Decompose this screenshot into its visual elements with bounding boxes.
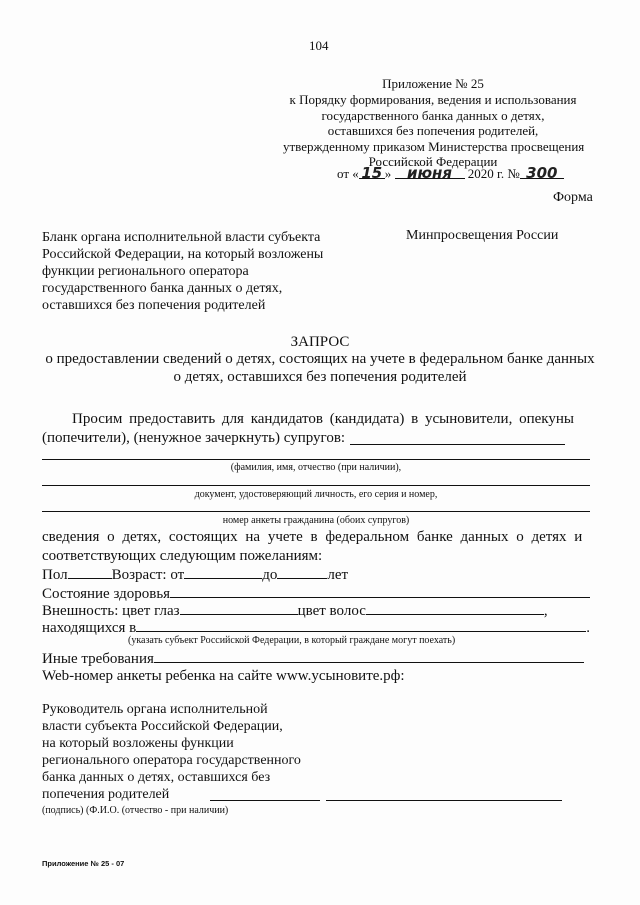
eye-color-field: [180, 602, 298, 615]
hint-anketa: номер анкеты гражданина (обоих супругов): [222, 515, 410, 526]
page-number: 104: [309, 38, 329, 53]
age-from-field: [184, 566, 262, 579]
comma: ,: [543, 603, 548, 619]
document-subheading: о детях, оставшихся без попечения родителей: [173, 369, 467, 385]
date-month: июня: [395, 166, 465, 179]
date-year: 2020 г. №: [467, 166, 520, 181]
appendix-date: [337, 166, 564, 181]
anketa-blank: [42, 511, 590, 512]
other-field: [154, 650, 584, 663]
sex-age-row: [42, 566, 348, 584]
appendix-line: Российской Федерации: [368, 154, 498, 169]
signature-line: попечения родителей: [42, 787, 170, 802]
other-label: Иные требования: [42, 651, 154, 667]
health-label: Состояние здоровья: [42, 586, 171, 602]
other-row: [42, 650, 584, 668]
date-mid: »: [384, 166, 392, 181]
appearance-row: [42, 602, 548, 620]
document-blank: [42, 485, 590, 486]
signature-line: банка данных о детях, оставшихся без: [42, 770, 271, 785]
signature-line: власти субъекта Российской Федерации,: [42, 719, 283, 734]
fio-blank: [42, 459, 590, 460]
appendix-line: утвержденному приказом Министерства просвещения: [283, 139, 585, 154]
date-number: 300: [520, 166, 564, 179]
age-years-label: лет: [327, 567, 349, 583]
date-day: 15: [359, 166, 385, 179]
issuer-line: Российской Федерации, на который возложены: [42, 247, 324, 262]
date-prefix: от «: [337, 166, 359, 181]
issuer-line: государственного банка данных о детях,: [42, 281, 283, 296]
issuer-line: функции регионального оператора: [42, 264, 249, 279]
signature-hint: (подпись) (Ф.И.О. (отчество - при наличии): [42, 805, 229, 816]
document-heading: ЗАПРОС: [290, 334, 350, 350]
hint-document: документ, удостоверяющий личность, его серия и номер,: [194, 489, 438, 500]
age-to-label: до: [262, 567, 278, 583]
signature-line: на который возложены функции: [42, 736, 234, 751]
hint-region: (указать субъект Российской Федерации, в который граждане могут поехать): [128, 635, 456, 646]
appendix-line: государственного банка данных о детях,: [321, 108, 545, 123]
spouses-blank: [350, 444, 565, 445]
request-text: Просим предоставить для кандидатов (кандидата) в усыновители, опекуны: [72, 411, 574, 427]
info-text: сведения о детях, состоящих на учете в федеральном банке данных о детях и: [42, 529, 583, 545]
hint-fio: (фамилия, имя, отчество (при наличии),: [230, 462, 402, 473]
web-number-line: Web-номер анкеты ребенка на сайте www.усыновите.рф:: [42, 668, 405, 684]
appendix-title: Приложение № 25: [382, 76, 484, 91]
request-text: (попечители), (ненужное зачеркнуть) супругов:: [42, 430, 346, 446]
document-subheading: о предоставлении сведений о детях, состоящих на учете в федеральном банке данных: [45, 351, 595, 367]
appendix-line: к Порядку формирования, ведения и использования: [289, 92, 577, 107]
signature-field: [210, 800, 320, 801]
appendix-line: оставшихся без попечения родителей,: [327, 123, 539, 138]
age-to-field: [277, 566, 327, 579]
age-label: Возраст: от: [111, 567, 185, 583]
location-field: [136, 619, 586, 632]
issuer-line: оставшихся без попечения родителей: [42, 298, 266, 313]
hair-color-field: [366, 602, 544, 615]
signature-line: Руководитель органа исполнительной: [42, 702, 268, 717]
hair-color-label: цвет волос: [297, 603, 366, 619]
fio-field: [326, 800, 562, 801]
form-label: Форма: [553, 190, 593, 205]
period: .: [586, 620, 590, 636]
located-label: находящихся в: [42, 620, 137, 636]
info-text: соответствующих следующим пожеланиям:: [42, 548, 323, 564]
eye-color-label: Внешность: цвет глаз: [42, 603, 180, 619]
health-row: [42, 585, 590, 603]
sex-label: Пол: [42, 567, 68, 583]
issuer-line: Бланк органа исполнительной власти субъекта: [42, 230, 321, 245]
health-field: [170, 585, 590, 598]
sex-field: [68, 566, 112, 579]
recipient: Минпросвещения России: [406, 228, 559, 243]
page-footer: Приложение № 25 - 07: [42, 859, 125, 868]
signature-line: регионального оператора государственного: [42, 753, 301, 768]
